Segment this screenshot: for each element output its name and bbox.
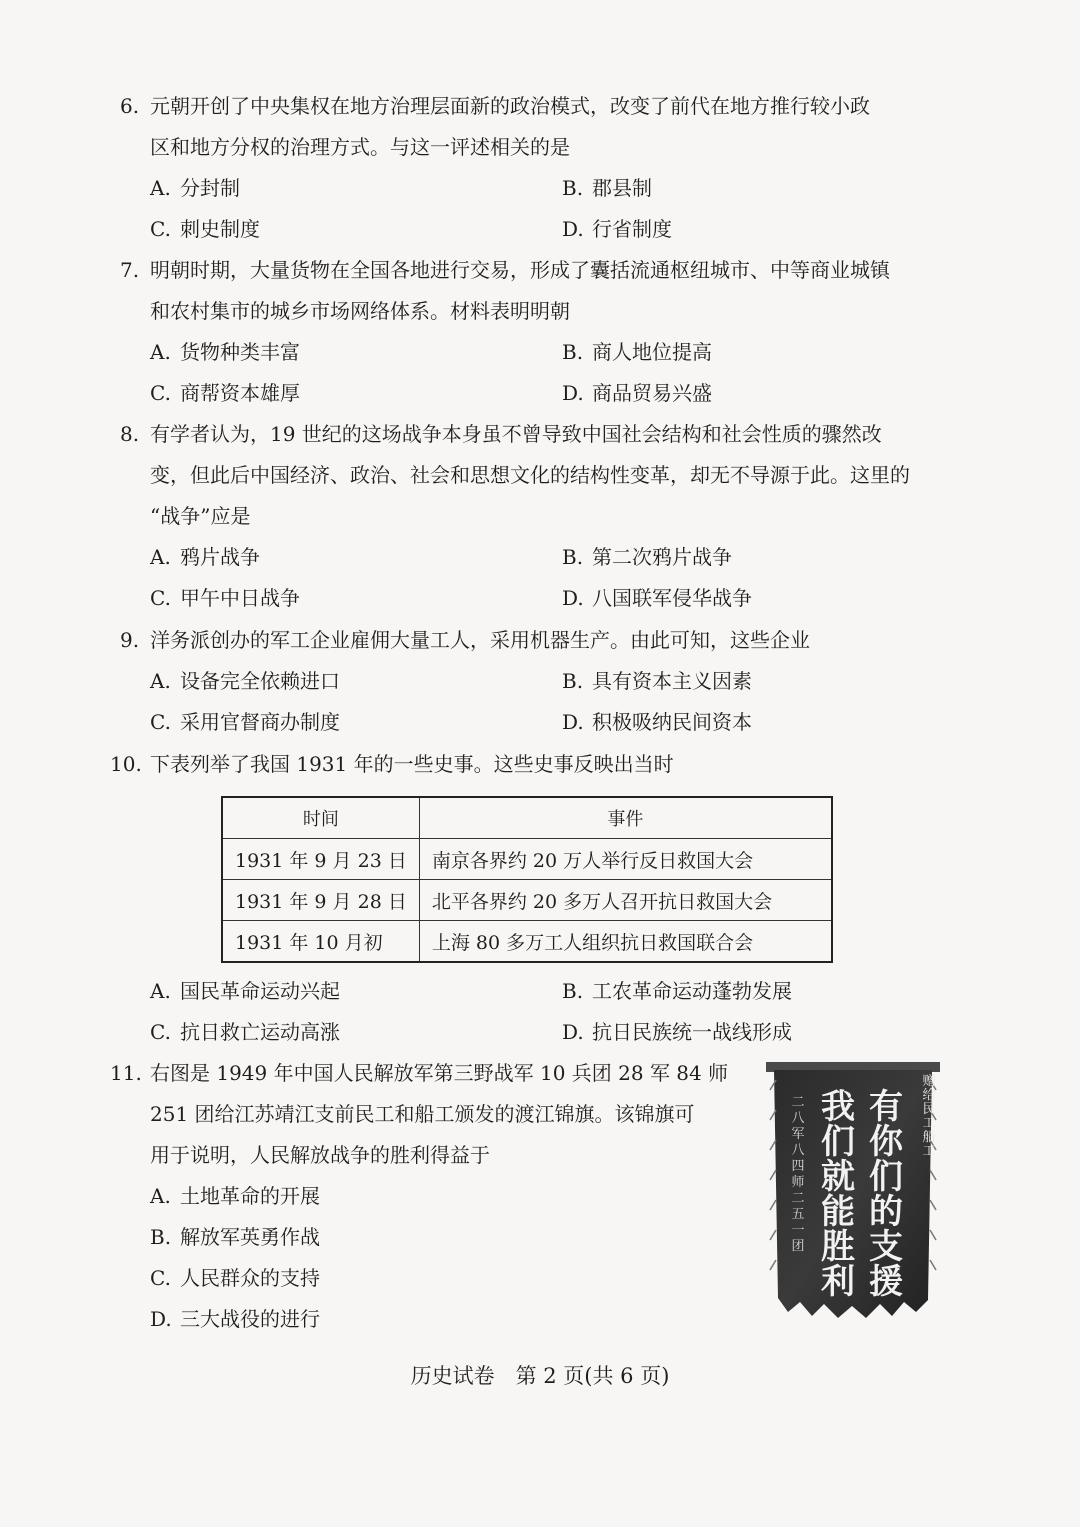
- option-c[interactable]: C. 人民群众的支持: [150, 1266, 320, 1290]
- option-b[interactable]: B. 解放军英勇作战: [150, 1225, 320, 1249]
- stem-line: 区和地方分权的治理方式。与这一评述相关的是: [150, 135, 570, 159]
- question-10-options: [120, 971, 950, 1053]
- option-b[interactable]: B. 具有资本主义因素: [562, 669, 752, 693]
- question-number: 11.: [110, 1061, 142, 1085]
- stem-line: 用于说明，人民解放战争的胜利得益于: [150, 1143, 490, 1167]
- option-a[interactable]: A. 货物种类丰富: [150, 340, 300, 364]
- option-a[interactable]: A. 设备完全依赖进口: [150, 669, 340, 693]
- stem-line: 元朝开创了中央集权在地方治理层面新的政治模式，改变了前代在地方推行较小政: [150, 94, 870, 118]
- option-c[interactable]: C. 采用官督商办制度: [150, 710, 340, 734]
- option-b[interactable]: B. 郡县制: [562, 176, 652, 200]
- cell-time: 1931 年 9 月 23 日: [222, 839, 419, 880]
- question-number: 7.: [120, 258, 140, 282]
- options-row: [150, 373, 950, 414]
- options-column: [150, 1176, 760, 1340]
- question-number: 10.: [110, 752, 142, 776]
- options-row: [150, 209, 950, 250]
- options-row: [150, 168, 950, 209]
- options-row: [150, 537, 950, 578]
- pennant-slogan-left: 我们就能胜利: [821, 1087, 855, 1302]
- question-stem: [150, 414, 950, 537]
- stem-line: 洋务派创办的军工企业雇佣大量工人，采用机器生产。由此可知，这些企业: [150, 628, 810, 652]
- question-number: 9.: [120, 628, 140, 652]
- option-c[interactable]: C. 商帮资本雄厚: [150, 381, 300, 405]
- option-d[interactable]: D. 商品贸易兴盛: [562, 381, 712, 405]
- header-event: 事件: [419, 797, 832, 839]
- header-time: 时间: [222, 797, 419, 839]
- options-row: [150, 332, 950, 373]
- options-row: [150, 971, 950, 1012]
- question-stem: [150, 620, 950, 661]
- option-d[interactable]: D. 八国联军侵华战争: [562, 586, 752, 610]
- option-b[interactable]: B. 第二次鸦片战争: [562, 545, 732, 569]
- cell-time: 1931 年 10 月初: [222, 921, 419, 963]
- question-stem: [150, 744, 940, 785]
- stem-line: 251 团给江苏靖江支前民工和船工颁发的渡江锦旗。该锦旗可: [150, 1102, 695, 1126]
- question-number: 8.: [120, 422, 140, 446]
- options-row: [150, 661, 950, 702]
- question-10: [110, 744, 940, 785]
- option-d[interactable]: D. 三大战役的进行: [150, 1307, 320, 1331]
- question-stem: [150, 1053, 760, 1176]
- option-d[interactable]: D. 行省制度: [562, 217, 672, 241]
- cell-event: 南京各界约 20 万人举行反日救国大会: [419, 839, 832, 880]
- question-7: [120, 250, 950, 414]
- option-d[interactable]: D. 抗日民族统一战线形成: [562, 1020, 792, 1044]
- table-row: [222, 839, 832, 880]
- options-row: [150, 578, 950, 619]
- table-row: [222, 880, 832, 921]
- cell-event: 上海 80 多万工人组织抗日救国联合会: [419, 921, 832, 963]
- question-number: 6.: [120, 94, 140, 118]
- question-8: [120, 414, 950, 619]
- table-row: [222, 921, 832, 963]
- option-b[interactable]: B. 商人地位提高: [562, 340, 712, 364]
- option-c[interactable]: C. 甲午中日战争: [150, 586, 300, 610]
- question-11: [110, 1053, 760, 1340]
- option-a[interactable]: A. 土地革命的开展: [150, 1184, 320, 1208]
- option-a[interactable]: A. 国民革命运动兴起: [150, 979, 340, 1003]
- pennant-unit: 二八军八四师二五一团: [791, 1095, 805, 1254]
- pennant-dedication: 赠给民工船工: [922, 1074, 936, 1159]
- stem-line: 下表列举了我国 1931 年的一些史事。这些史事反映出当时: [150, 752, 674, 776]
- stem-line: 和农村集市的城乡市场网络体系。材料表明明朝: [150, 299, 570, 323]
- stem-line: 有学者认为，19 世纪的这场战争本身虽不曾导致中国社会结构和社会性质的骤然改: [150, 422, 882, 446]
- option-a[interactable]: A. 鸦片战争: [150, 545, 260, 569]
- stem-line: 明朝时期，大量货物在全国各地进行交易，形成了囊括流通枢纽城市、中等商业城镇: [150, 258, 890, 282]
- pennant-slogan-right: 有你们的支援: [869, 1087, 903, 1302]
- question-stem: [150, 250, 950, 332]
- question-stem: [150, 86, 950, 168]
- option-b[interactable]: B. 工农革命运动蓬勃发展: [562, 979, 792, 1003]
- cell-time: 1931 年 9 月 28 日: [222, 880, 419, 921]
- question-9: [120, 620, 950, 743]
- stem-line: “战争”应是: [150, 504, 251, 528]
- events-table: [221, 796, 833, 963]
- option-d[interactable]: D. 积极吸纳民间资本: [562, 710, 752, 734]
- cell-event: 北平各界约 20 多万人召开抗日救国大会: [419, 880, 832, 921]
- page-footer: 历史试卷 第 2 页(共 6 页): [410, 1364, 670, 1388]
- options-row: [150, 702, 950, 743]
- stem-line: 右图是 1949 年中国人民解放军第三野战军 10 兵团 28 军 84 师: [150, 1061, 729, 1085]
- option-c[interactable]: C. 刺史制度: [150, 217, 260, 241]
- option-c[interactable]: C. 抗日救亡运动高涨: [150, 1020, 340, 1044]
- stem-line: 变，但此后中国经济、政治、社会和思想文化的结构性变革，却无不导源于此。这里的: [150, 463, 910, 487]
- table-header-row: [222, 797, 832, 839]
- question-6: [120, 86, 950, 250]
- options-row: [150, 1012, 950, 1053]
- option-a[interactable]: A. 分封制: [150, 176, 240, 200]
